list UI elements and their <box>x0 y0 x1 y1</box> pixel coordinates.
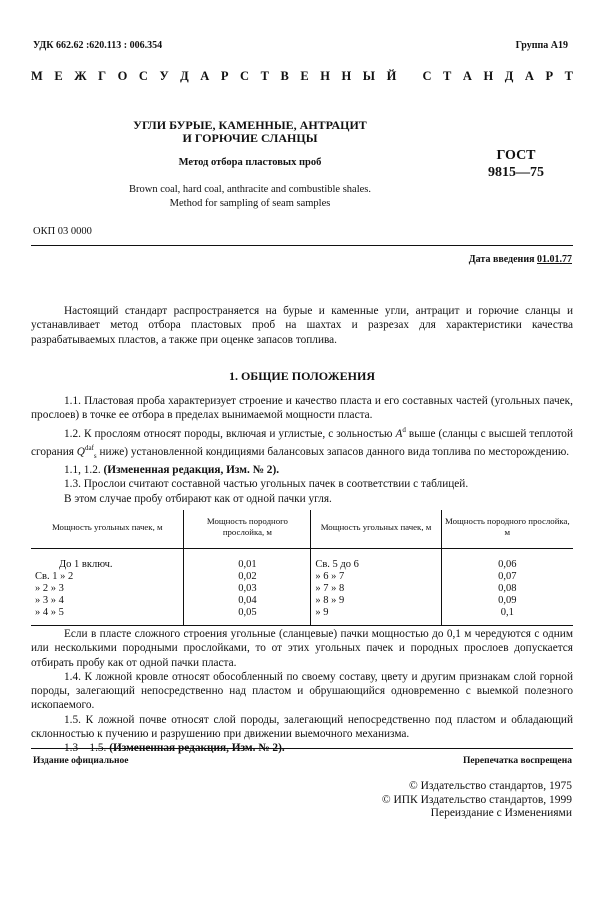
copyright-block <box>382 780 572 821</box>
table-header-cell: Мощность породного прослойка, м <box>184 510 311 549</box>
banner-letter: Н <box>341 69 352 83</box>
gost-label: ГОСТ <box>496 148 536 163</box>
table-cell: » 7 » 8 <box>311 583 441 595</box>
table-cell: » 2 » 3 <box>31 583 184 595</box>
after-table-body <box>31 627 573 756</box>
table-cell: 0,05 <box>184 607 311 619</box>
group-code: Группа А19 <box>515 40 568 51</box>
banner-letter: Ж <box>74 69 87 83</box>
introduction-date <box>469 254 572 265</box>
paragraph-complex-structure: Если в пласте сложного строения угольные (сланцевые) пачки мощностью до 0,1 м чередуются с одним или несколькими породными прослойками, то от этих угольных пачек и породных прослоев допускается отбирать пробу как от одной пачки пласта. <box>31 628 573 669</box>
introduction-date-value: 01.01.77 <box>537 254 572 265</box>
banner-letter: Ы <box>362 69 376 83</box>
table-body <box>31 549 573 626</box>
gost-designation <box>480 147 552 181</box>
banner-letter: У <box>159 69 169 83</box>
section-1-body <box>31 394 573 506</box>
method-subtitle: Метод отбора пластовых проб <box>178 157 322 168</box>
title-line-2: И ГОРЮЧИЕ СЛАНЦЫ <box>182 131 318 145</box>
table-row <box>31 607 573 619</box>
table-row <box>31 571 573 583</box>
table-cell: » 6 » 7 <box>311 571 441 583</box>
banner-letter: Д <box>504 69 514 83</box>
interstate-standard-banner <box>31 69 573 84</box>
intro-text: Настоящий стандарт распространяется на бурые и каменные угли, антрацит и горючие сланцы и устанавливает метод отбора пластовых проб на шахтах и разрезах для характеристики качества разрабатываемых пластов, а также при оценке запасов топлива. <box>31 305 573 346</box>
table-cell: 0,02 <box>184 571 311 583</box>
table-cell: 0,01 <box>184 559 311 571</box>
english-title-line-1: Brown coal, hard coal, anthracite and combustible shales. <box>128 184 371 195</box>
footer-divider <box>31 748 573 749</box>
copyright-1975: © Издательство стандартов, 1975 <box>408 780 572 792</box>
intro-paragraph <box>31 304 573 347</box>
banner-letter: Й <box>386 69 397 83</box>
banner-letter: Р <box>545 69 554 83</box>
banner-letter: М <box>31 69 43 83</box>
gost-number: 9815—75 <box>488 165 544 180</box>
paragraph-1-4: 1.4. К ложной кровле относят обособленный по своему составу, цвету и другим признакам слой горной породы, залегающий непосредственно над пластом и обрушающийся одновременно с выемкой полезного ископаемого. <box>31 670 573 712</box>
table-row <box>31 595 573 607</box>
banner-letter: Т <box>443 69 452 83</box>
banner-letter: Д <box>180 69 189 83</box>
banner-letter: С <box>138 69 148 83</box>
table-header-row <box>31 510 573 549</box>
table-cell: Св. 1 » 2 <box>31 571 184 583</box>
table-cell: 0,08 <box>498 583 517 594</box>
banner-letter: С <box>240 69 250 83</box>
banner-letter: Г <box>98 69 107 83</box>
okp-code: ОКП 03 0000 <box>33 226 92 237</box>
table-cell: » 3 » 4 <box>31 595 184 607</box>
paragraph-1-2: 1.2. К прослоям относят породы, включая и углистые, с зольностью $A^d$ выше (сланцы с высшей теплотой сгорания $Q^{daf}_s$ ниже) установленной кондициями балансовых запасов данного вида топлива по месторождению. <box>31 425 573 460</box>
thickness-table <box>31 510 573 626</box>
table-row <box>31 583 573 595</box>
banner-letter: Н <box>320 69 330 83</box>
paragraph-1-5: 1.5. К ложной почве относят слой породы, залегающий непосредственно под пластом и обладающий склонностью к пучению и разрушению при движении выемочного механизма. <box>31 713 573 741</box>
table-cell: 0,09 <box>498 595 517 606</box>
banner-letter: Т <box>260 69 269 83</box>
english-title-line-2: Method for sampling of seam samples <box>169 198 331 209</box>
amendment-note-1: 1.1, 1.2. (Измененная редакция, Изм. № 2). <box>64 463 280 476</box>
banner-letter: О <box>117 69 128 83</box>
table-cell: 0,07 <box>498 571 517 582</box>
table-cell: » 8 » 9 <box>311 595 441 607</box>
banner-letter: Н <box>483 69 494 83</box>
table-cell: 0,06 <box>498 559 517 570</box>
banner-letter: Т <box>564 69 573 83</box>
table-header-cell: Мощность угольных пачек, м <box>311 510 441 549</box>
table-cell: Св. 5 до 6 <box>311 559 441 571</box>
paragraph-1-3-cont: В этом случае пробу отбирают как от одной пачки угля. <box>64 492 332 505</box>
table-cell: 0,04 <box>184 595 311 607</box>
table-row <box>31 559 573 571</box>
table-header-cell: Мощность породного прослойка, м <box>441 510 573 549</box>
banner-letter <box>408 69 411 84</box>
table-cell: » 4 » 5 <box>31 607 184 619</box>
banner-letter: А <box>524 69 534 83</box>
copyright-1999: © ИПК Издательство стандартов, 1999 <box>381 793 572 806</box>
document-title <box>90 119 410 145</box>
paragraph-1-1: 1.1. Пластовая проба характеризует строение и качество пласта и его составных частей (угольных пачек, прослоев) в точке ее отбора в пределах вынимаемой мощности пласта. <box>31 395 573 422</box>
section-heading: 1. ОБЩИЕ ПОЛОЖЕНИЯ <box>228 369 376 383</box>
banner-letter: Е <box>54 69 63 83</box>
table-cell: До 1 включ. <box>31 559 184 571</box>
table-cell: 0,03 <box>184 583 311 595</box>
introduction-date-label: Дата введения <box>468 254 535 265</box>
banner-letter: Е <box>300 69 309 83</box>
udk-code: УДК 662.62 :620.113 : 006.354 <box>33 40 163 51</box>
banner-letter: В <box>280 69 289 83</box>
header-divider <box>31 245 573 246</box>
banner-letter: С <box>422 69 432 83</box>
table-cell: » 9 <box>311 607 441 619</box>
table-header-cell: Мощность угольных пачек, м <box>31 510 184 549</box>
english-title <box>80 183 420 211</box>
official-edition: Издание официальное <box>33 756 129 766</box>
banner-letter: А <box>462 69 472 83</box>
reissue-note: Переиздание с Изменениями <box>430 807 572 819</box>
table-cell: 0,1 <box>500 607 514 618</box>
amendment-note-2: 1.3—1.5. (Измененная редакция, Изм. № 2). <box>64 742 285 755</box>
title-line-1: УГЛИ БУРЫЕ, КАМЕННЫЕ, АНТРАЦИТ <box>133 118 367 132</box>
reprint-prohibited: Перепечатка воспрещена <box>462 756 572 766</box>
banner-letter: А <box>200 69 210 83</box>
banner-letter: Р <box>220 69 229 83</box>
paragraph-1-3: 1.3. Прослои считают составной частью угольных пачек в соответствии с таблицей. <box>64 478 469 491</box>
